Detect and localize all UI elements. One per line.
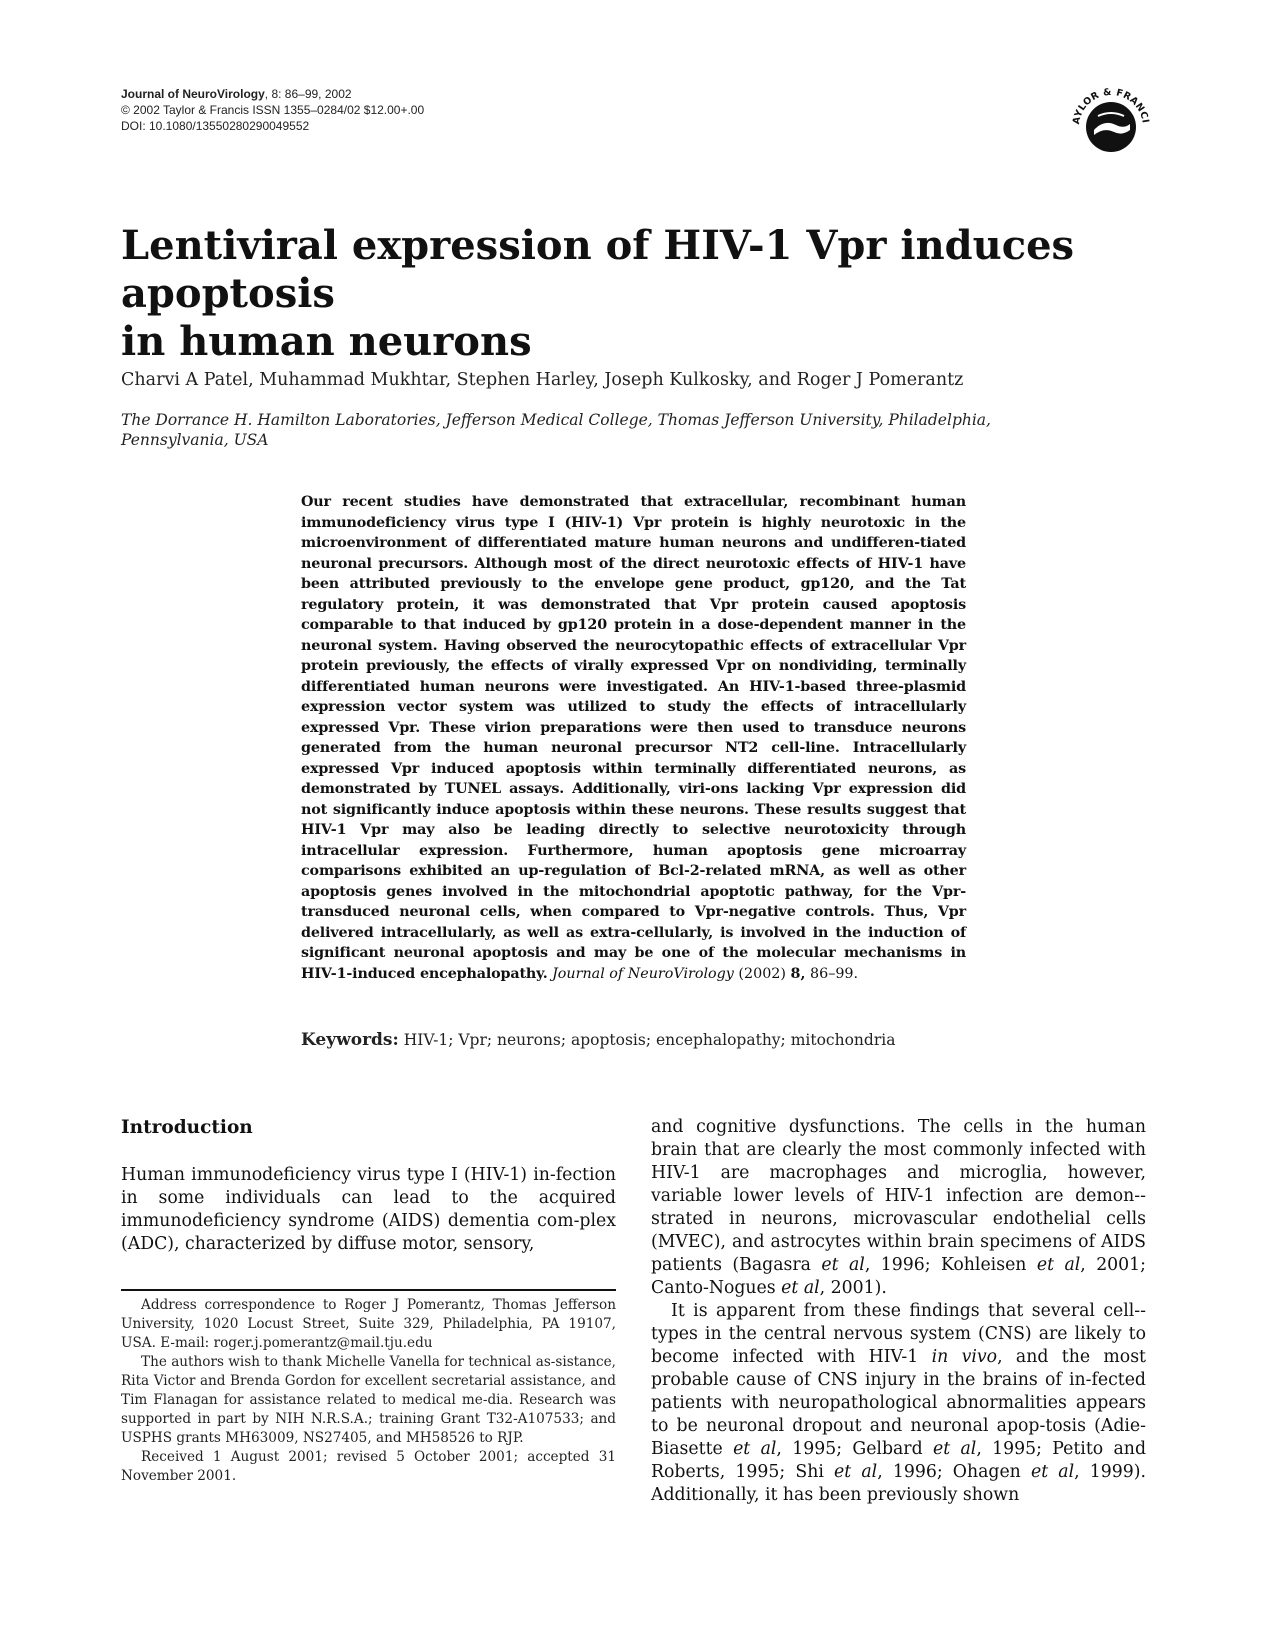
text-span: , 1996; Ohagen [877, 1462, 1031, 1482]
title-line-1: Lentiviral expression of HIV-1 Vpr induces apoptosis [121, 222, 1075, 317]
article-title [121, 222, 1161, 366]
text-span: , 2001). [819, 1278, 887, 1298]
doi-line: DOI: 10.1080/13550280290049552 [121, 119, 310, 133]
right-paragraph-1 [651, 1116, 1146, 1300]
et-al: et al [932, 1439, 977, 1459]
journal-citation-line [121, 86, 424, 102]
citation-journal: Journal of NeuroVirology [552, 965, 734, 982]
citation-year: (2002) [733, 965, 791, 982]
journal-name: Journal of NeuroVirology [121, 87, 265, 101]
author-list: Charvi A Patel, Muhammad Mukhtar, Stephen Harley, Joseph Kulkosky, and Roger J Pomerantz [121, 370, 964, 390]
svg-text:Founded 1798: Founded 1798 [1093, 141, 1129, 154]
citation-pages: 86–99. [805, 965, 859, 982]
footnote-acknowledgements: The authors wish to thank Michelle Vanella for technical as-sistance, Rita Victor and Brenda Gordon for excellent secretarial assistance, and Tim Flanagan for assistance related to medical me-dia. Research was supported in part by NIH N.R.S.A.; training Grant T32-A107533; and USPHS grants MH63009, NS27405, and MH58526 to RJP. [121, 1354, 616, 1446]
et-al: et al [1036, 1255, 1081, 1275]
text-span: , 1996; Kohleisen [864, 1255, 1037, 1275]
text-span: , and the most probable cause of CNS injury in the brains of in-fected patients with neuropathological abnormalities appears to be neuronal dropout and neuronal apop-tosis (Adie-Biasette [651, 1347, 1147, 1459]
text-span: It is apparent from these findings that several cell-types in the central nervous system (CNS) are likely to become infected with HIV-1 [651, 1301, 1146, 1367]
citation-volume: 8, [790, 965, 806, 982]
affiliation: The Dorrance H. Hamilton Laboratories, Jefferson Medical College, Thomas Jefferson University, Philadelphia, Pennsylvania, USA [121, 411, 991, 449]
abstract [301, 492, 966, 984]
right-paragraph-2 [651, 1300, 1146, 1507]
text-span: and cognitive dysfunctions. The cells in the human brain that are clearly the most commonly infected with HIV-1 are macrophages and microglia, however, variable lower levels of HIV-1 infection are demon-strated in neurons, microvascular endothelial cells (MVEC), and astrocytes within brain specimens of AIDS patients (Bagasra [651, 1117, 1146, 1275]
footnote-address: Address correspondence to Roger J Pomerantz, Thomas Jefferson University, 1020 Locust Street, Suite 329, Philadelphia, PA 19107, USA. E-mail: roger.j.pomerantz@mail.tju.edu [121, 1297, 616, 1351]
text-span: , 2001; Canto-Nogues [651, 1255, 1146, 1298]
introduction-heading: Introduction [121, 1117, 253, 1138]
footnote-divider [121, 1289, 616, 1291]
et-al: et al [1030, 1462, 1075, 1482]
left-column [121, 1116, 616, 1256]
journal-header [121, 86, 424, 134]
footnote-received: Received 1 August 2001; revised 5 October 2001; accepted 31 November 2001. [121, 1449, 616, 1484]
right-column [651, 1116, 1146, 1507]
svg-text:TAYLOR & FRANCIS: AYLOR & FRANCI [1071, 86, 1151, 126]
taylor-and-francis-seal-icon [1070, 86, 1152, 168]
et-al: et al [733, 1439, 777, 1459]
keywords [301, 1030, 895, 1050]
abstract-text: Our recent studies have demonstrated that extracellular, recombinant human immunodeficiency virus type I (HIV-1) Vpr protein is highly neurotoxic in the microenvironment of differentiated mature human neurons and undifferen-tiated neuronal precursors. Although most of the direct neurotoxic effects of HIV-1 have been attributed previously to the envelope gene product, gp120, and the Tat regulatory protein, it was demonstrated that Vpr protein caused apoptosis comparable to that induced by gp120 protein in a dose-dependent manner in the neuronal system. Having observed the neurocytopathic effects of extracellular Vpr protein previously, the effects of virally expressed Vpr on nondividing, terminally differentiated human neurons were investigated. An HIV-1-based three-plasmid expression vector system was utilized to study the effects of intracellularly expressed Vpr. These virion preparations were then used to transduce neurons generated from the human neuronal precursor NT2 cell-line. Intracellularly expressed Vpr induced apoptosis within terminally differentiated neurons, as demonstrated by TUNEL assays. Additionally, viri-ons lacking Vpr expression did not significantly induce apoptosis within these neurons. These results suggest that HIV-1 Vpr may also be leading directly to selective neurotoxicity through intracellular expression. Furthermore, human apoptosis gene microarray comparisons exhibited an up-regulation of Bcl-2-related mRNA, as well as other apoptosis genes involved in the mitochondrial apoptotic pathway, for the Vpr-transduced neuronal cells, when compared to Vpr-negative controls. Thus, Vpr delivered intracellularly, as well as extra-cellularly, is involved in the induction of significant neuronal apoptosis and may be one of the molecular mechanisms in HIV-1-induced encephalopathy. [301, 494, 966, 982]
et-al: et al [834, 1462, 878, 1482]
copyright-line: © 2002 Taylor & Francis ISSN 1355–0284/02 $12.00+.00 [121, 103, 425, 117]
et-al: et al [781, 1278, 820, 1298]
intro-paragraph: Human immunodeficiency virus type I (HIV-1) in-fection in some individuals can lead to the acquired immunodeficiency syndrome (AIDS) dementia com-plex (ADC), characterized by diffuse motor, sensory, [121, 1165, 616, 1254]
text-span: , 1995; Petito and Roberts, 1995; Shi [651, 1439, 1147, 1482]
in-vivo: in vivo [931, 1347, 998, 1367]
keywords-label: Keywords: [301, 1030, 399, 1050]
volume-pages-year: , 8: 86–99, 2002 [264, 87, 352, 101]
abstract-citation [552, 966, 858, 982]
title-line-2: in human neurons [121, 318, 532, 365]
et-al: et al [821, 1255, 865, 1275]
footnotes [121, 1296, 616, 1486]
text-span: , 1995; Gelbard [776, 1439, 933, 1459]
text-span: , 1999). Additionally, it has been previously shown [651, 1462, 1146, 1505]
keywords-list: HIV-1; Vpr; neurons; apoptosis; encephalopathy; mitochondria [398, 1031, 896, 1049]
